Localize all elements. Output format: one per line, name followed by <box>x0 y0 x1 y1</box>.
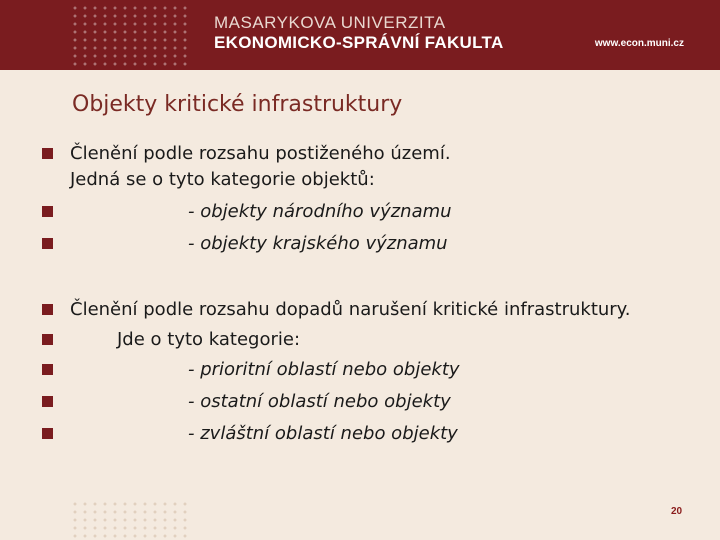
list-item <box>0 198 720 226</box>
website-url[interactable]: www.econ.muni.cz <box>594 38 684 49</box>
list-item <box>0 230 720 258</box>
bullet-marker-icon <box>42 206 53 217</box>
bullet-marker-icon <box>42 364 53 375</box>
bullet-text: - prioritní oblastí nebo objekty <box>188 359 460 380</box>
bullet-text: - zvláštní oblastí nebo objekty <box>188 423 458 444</box>
list-item <box>0 388 720 416</box>
bullet-text: - objekty národního významu <box>188 201 452 222</box>
bullet-text: Jde o tyto kategorie: <box>117 329 301 350</box>
bullet-text: Členění podle rozsahu postiženého území. <box>70 143 451 164</box>
bullet-text: Členění podle rozsahu dopadů narušení kritické infrastruktury. <box>70 299 631 320</box>
list-item <box>0 140 720 168</box>
header-band <box>0 0 720 70</box>
dot-pattern-logo <box>70 4 188 66</box>
bullet-marker-icon <box>42 304 53 315</box>
bullet-marker-icon <box>42 148 53 159</box>
list-item <box>0 296 720 324</box>
list-item-continuation <box>0 166 720 194</box>
dot-pattern-footer <box>70 500 188 540</box>
list-item <box>0 326 720 354</box>
list-item <box>0 420 720 448</box>
bullet-text: - objekty krajského významu <box>188 233 448 254</box>
slide-title: Objekty kritické infrastruktury <box>72 92 403 117</box>
faculty-name: EKONOMICKO-SPRÁVNÍ FAKULTA <box>214 33 504 52</box>
bullet-marker-icon <box>42 396 53 407</box>
bullet-text: Jedná se o tyto kategorie objektů: <box>70 169 375 190</box>
bullet-marker-icon <box>42 238 53 249</box>
university-name: MASARYKOVA UNIVERZITA <box>214 13 446 32</box>
bullet-marker-icon <box>42 334 53 345</box>
page-number: 20 <box>671 506 683 517</box>
bullet-marker-icon <box>42 428 53 439</box>
list-item <box>0 356 720 384</box>
bullet-text: - ostatní oblastí nebo objekty <box>188 391 451 412</box>
